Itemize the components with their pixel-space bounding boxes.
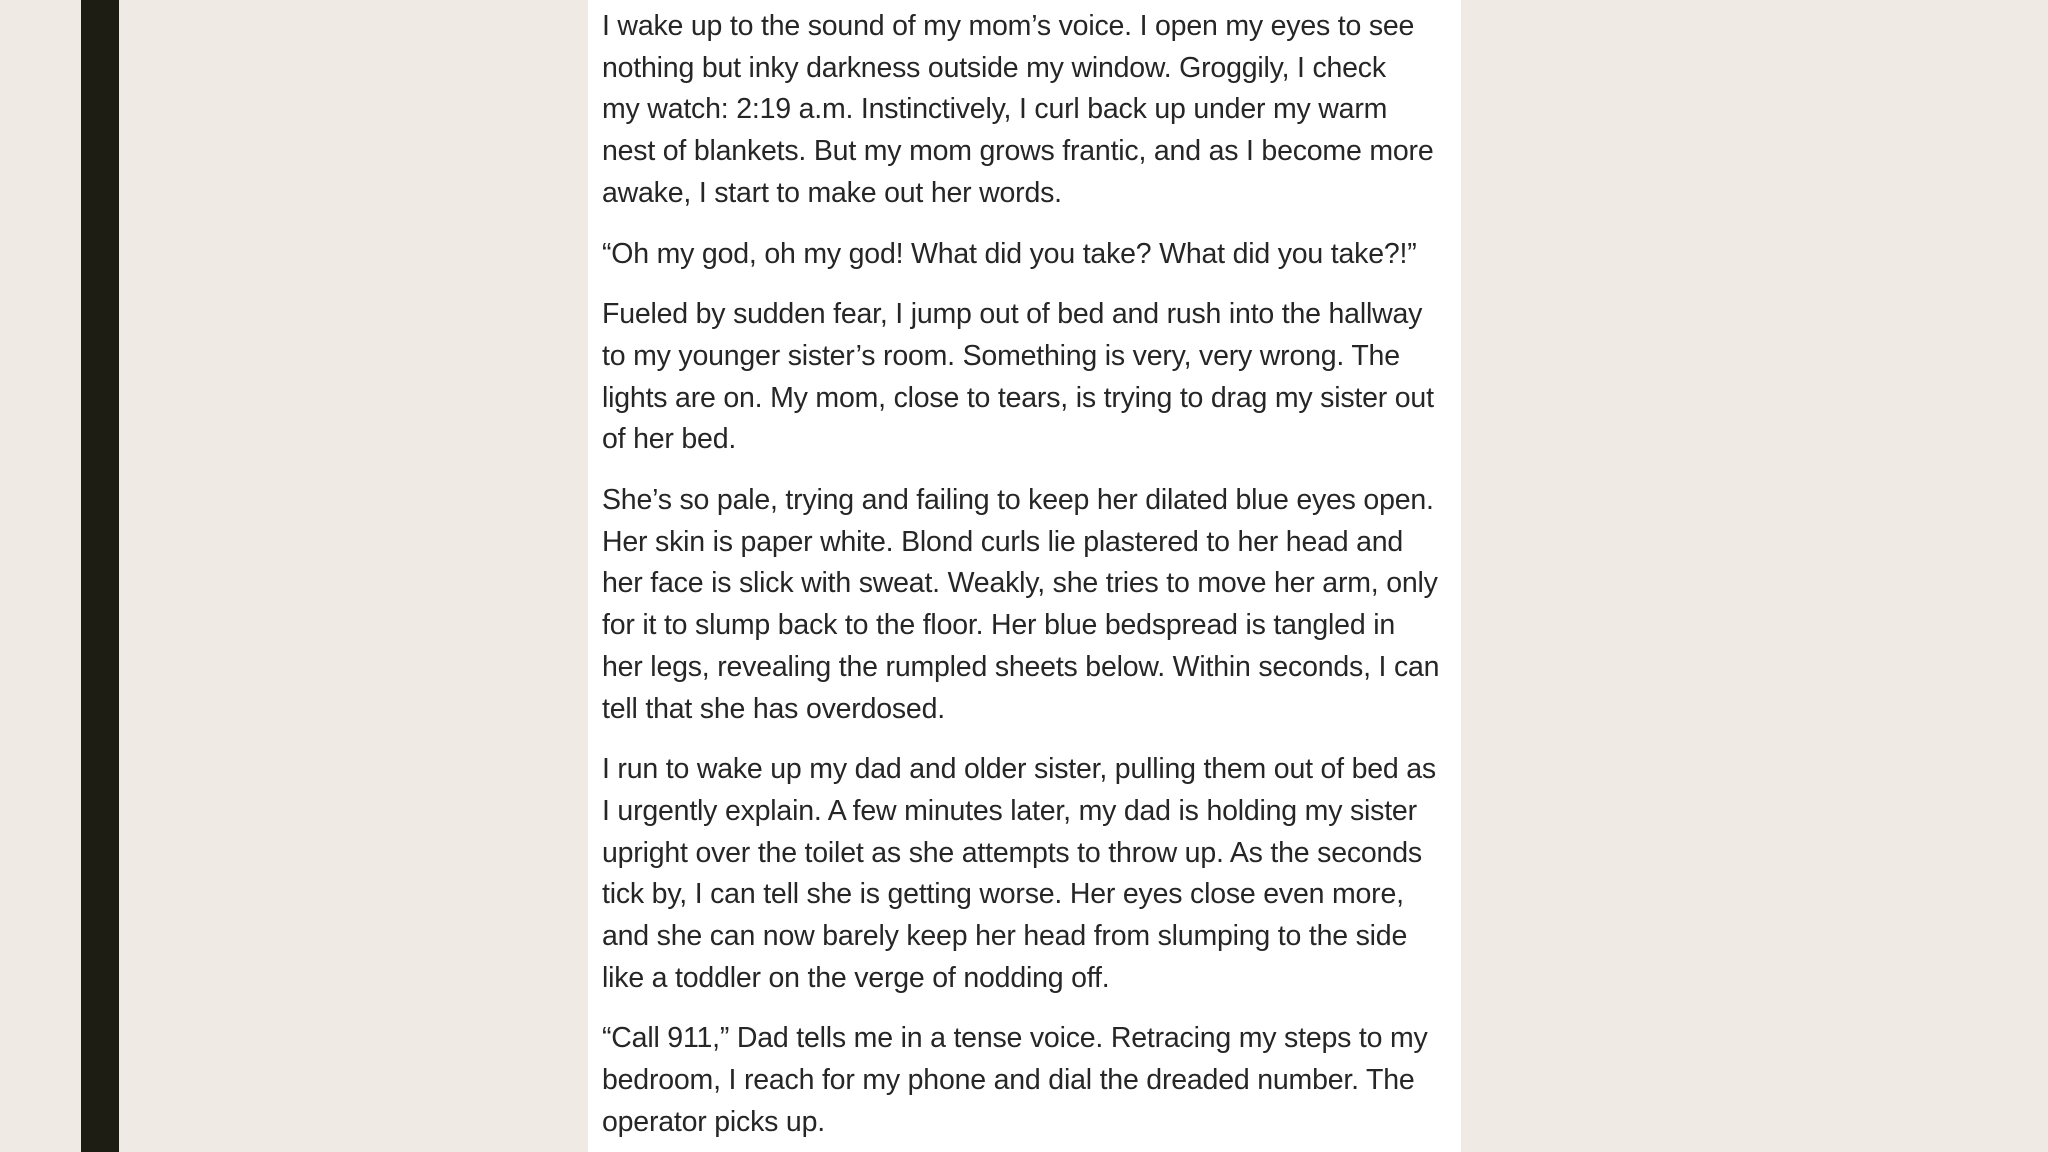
text-line: I urgently explain. A few minutes later, my dad is holding my sister [602, 794, 1417, 827]
text-line: Fueled by sudden fear, I jump out of bed and rush into the hallway [602, 298, 1423, 331]
text-line: my watch: 2:19 a.m. Instinctively, I curl back up under my warm [602, 93, 1388, 126]
text-line: to my younger sister’s room. Something is very, very wrong. The [602, 339, 1400, 372]
text-line: Her skin is paper white. Blond curls lie plastered to her head and [602, 525, 1404, 558]
text-line: I run to wake up my dad and older sister, pulling them out of bed as [602, 753, 1436, 786]
text-line: tell that she has overdosed. [602, 692, 945, 725]
document-page [588, 0, 1461, 1152]
text-line: for it to slump back to the floor. Her blue bedspread is tangled in [602, 609, 1395, 642]
text-line: awake, I start to make out her words. [602, 176, 1062, 209]
text-line: bedroom, I reach for my phone and dial the dreaded number. The [602, 1064, 1415, 1097]
text-line: I wake up to the sound of my mom’s voice. I open my eyes to see [602, 10, 1415, 42]
text-line: tick by, I can tell she is getting worse. Her eyes close even more, [602, 878, 1404, 911]
text-line: and she can now barely keep her head from slumping to the side [602, 920, 1408, 953]
paragraph-5 [602, 749, 1461, 999]
paragraph-6 [602, 1018, 1461, 1143]
text-line: of her bed. [602, 423, 737, 456]
paragraph-1 [602, 6, 1461, 215]
text-line: lights are on. My mom, close to tears, is trying to drag my sister out [602, 381, 1434, 414]
text-line: her face is slick with sweat. Weakly, she tries to move her arm, only [602, 567, 1438, 600]
paragraph-4 [602, 480, 1461, 730]
paragraph-3 [602, 294, 1461, 461]
text-line: upright over the toilet as she attempts to throw up. As the seconds [602, 836, 1422, 869]
paragraph-2 [602, 234, 1461, 276]
document-body [602, 6, 1461, 1152]
text-line: operator picks up. [602, 1105, 825, 1138]
text-line: She’s so pale, trying and failing to keep her dilated blue eyes open. [602, 484, 1434, 517]
text-line: like a toddler on the verge of nodding off. [602, 961, 1110, 994]
text-line: “Call 911,” Dad tells me in a tense voice. Retracing my steps to my [602, 1022, 1428, 1055]
text-line: nothing but inky darkness outside my window. Groggily, I check [602, 51, 1386, 84]
left-decorative-bar [81, 0, 119, 1152]
text-line: nest of blankets. But my mom grows frantic, and as I become more [602, 135, 1434, 168]
text-line: her legs, revealing the rumpled sheets below. Within seconds, I can [602, 650, 1440, 683]
text-line: “Oh my god, oh my god! What did you take? What did you take?!” [602, 237, 1417, 270]
